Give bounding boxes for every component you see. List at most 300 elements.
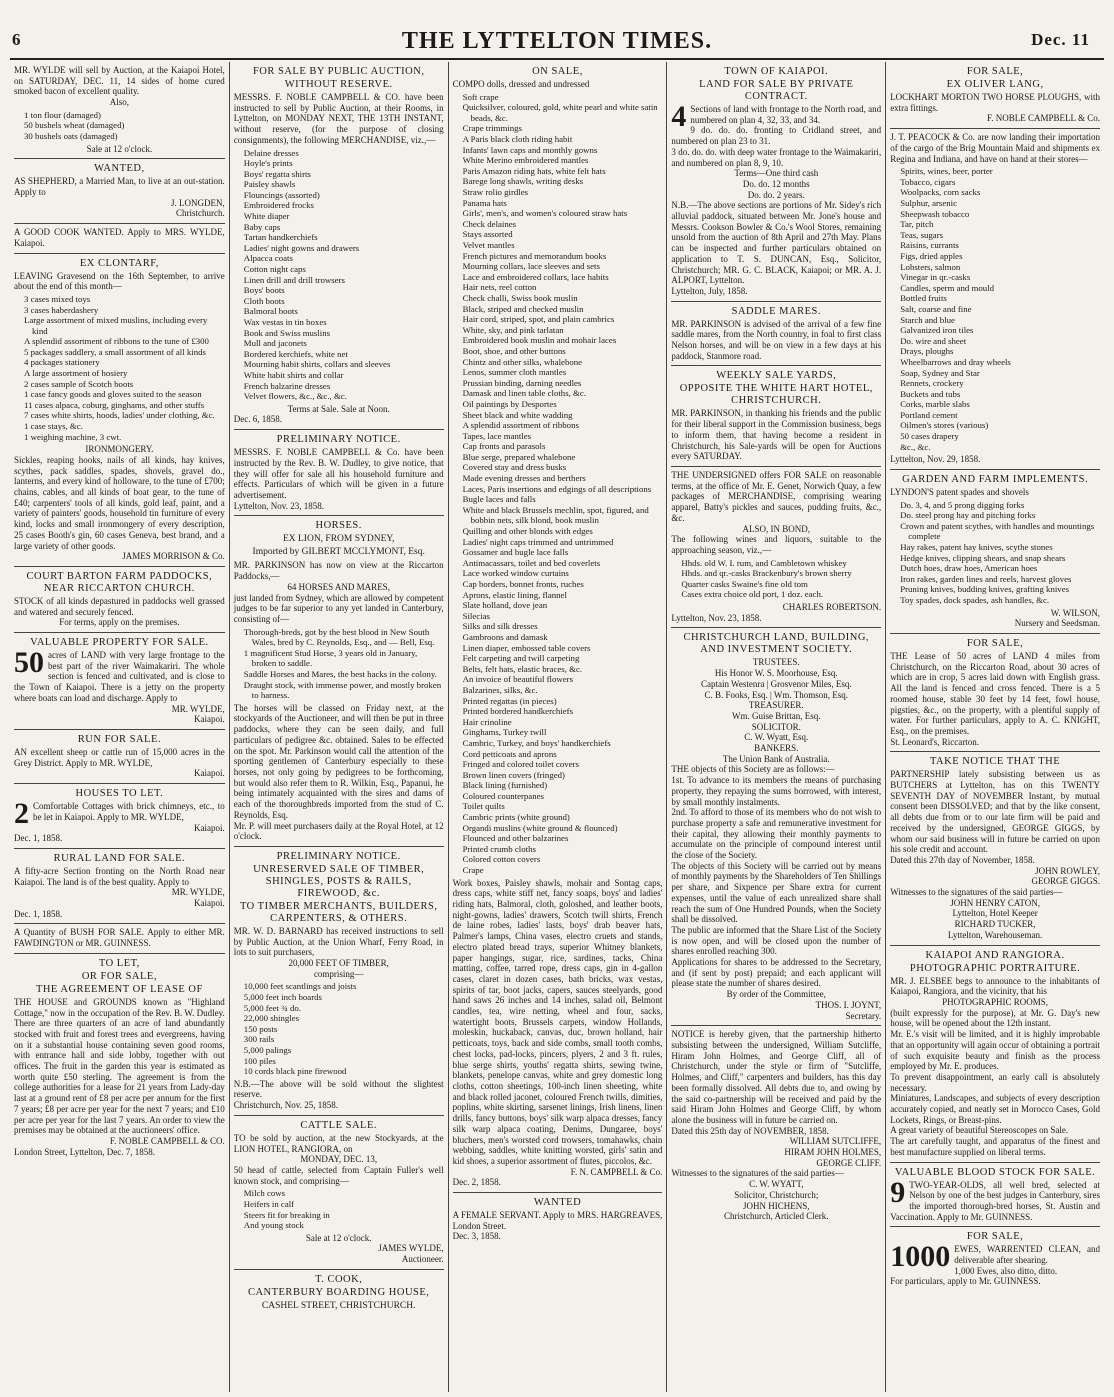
ad-heading: OR FOR SALE, xyxy=(81,970,157,982)
masthead-rule xyxy=(10,58,1104,60)
list-item: An invoice of beautiful flowers xyxy=(462,674,574,685)
ad-date: Dec. 1, 1858. xyxy=(14,908,63,919)
item-list xyxy=(453,92,663,876)
ad-heading: ON SALE, xyxy=(532,66,583,77)
list-item: 100 piles xyxy=(243,1055,276,1066)
list-item: Soft crape xyxy=(462,91,499,102)
list-item: 5,000 feet ¾ do. xyxy=(243,1002,301,1013)
list-item: Milch cows xyxy=(243,1188,286,1199)
ad-text: To prevent disappointment, an early call is absolutely necessary. xyxy=(890,1071,1100,1093)
list-item: Bugle laces and falls xyxy=(462,494,536,505)
list-item: 11 cases alpaca, coburg, ginghams, and other stuffs xyxy=(24,399,205,410)
ad-text: Mr. E.'s visit will be limited, and it is highly improbable that an opportunity will again occur of obtaining a portrait of such exquisite beauty and finish as the process employed by Mr. E. produces. xyxy=(890,1029,1100,1072)
list-item: Rennets, crockery xyxy=(900,378,964,389)
ad-heading: VALUABLE BLOOD STOCK FOR SALE. xyxy=(894,1166,1096,1178)
list-item: Embroidered book muslin and mohair laces xyxy=(462,335,617,346)
ad-date: Lyttelton, Nov. 23, 1858. xyxy=(671,612,762,623)
list-item: Steers fit for breaking in xyxy=(243,1209,330,1220)
list-item: White and black Brussels mechlin, spot, figured, and bobbin nets, silk blond, book muslin xyxy=(462,504,649,526)
ad-signature: WILLIAM SUTCLIFFE, xyxy=(789,1136,882,1147)
ad-text: THE UNDERSIGNED offers FOR SALE on reasonable terms, at the office of Mr. E. Genet, Norwich Quay, a few packages of MERCHANDISE, comprising wearing apparel, Batty's pickles and sauces, pudding fruits, &c., &c. xyxy=(671,469,882,523)
list-item: Covered stay and dress busks xyxy=(462,462,567,473)
list-item: Spirits, wines, beer, porter xyxy=(900,166,993,177)
ad-lease-for-sale xyxy=(890,634,1100,752)
ad-signature: W. WILSON, xyxy=(1050,607,1100,618)
list-item: Wax vestas in tin boxes xyxy=(243,317,327,328)
list-item: Candles, sperm and mould xyxy=(900,282,995,293)
list-item: 3 cases haberdashery xyxy=(24,304,99,315)
list-item: Quarter casks Swaine's fine old tom xyxy=(681,578,808,589)
list-item: 5,000 palings xyxy=(243,1044,292,1055)
list-item: 150 posts xyxy=(243,1023,278,1034)
ad-blood-stock xyxy=(890,1163,1100,1228)
ad-heading: WANTED, xyxy=(94,163,145,175)
list-item: 5,000 feet inch boards xyxy=(243,992,322,1003)
ad-rural-land xyxy=(14,849,225,925)
ad-houses-to-let xyxy=(14,784,225,849)
list-item: Blue serge, prepared whalebone xyxy=(462,451,576,462)
ad-date: Dec. 6, 1858. xyxy=(233,414,283,425)
ad-text: MR. J. ELSBEE begs to announce to the inhabitants of Kaiapoi, Rangiora, and the vicinity, that his xyxy=(890,975,1100,997)
ad-text: A Quantity of BUSH FOR SALE. Apply to either MR. FAWDINGTON or MR. GUINNESS. xyxy=(14,927,225,949)
ad-heading: RURAL LAND FOR SALE. xyxy=(53,852,186,864)
ad-text: EWES, WARRENTED CLEAN, and deliverable after shearing. xyxy=(954,1244,1100,1266)
item-list xyxy=(890,166,1100,452)
list-item: Alpacca coats xyxy=(243,253,293,264)
list-item: Hhds. old W. I. rum, and Cambletown whiskey xyxy=(681,557,847,568)
ad-note: N.B.—The above will be sold without the slightest reserve. xyxy=(233,1078,444,1100)
ad-text: LOCKHART MORTON TWO HORSE PLOUGHS, with extra fittings. xyxy=(890,92,1100,113)
list-item: Balmoral boots xyxy=(243,306,298,317)
ad-date: Christchurch, Nov. 25, 1858. xyxy=(233,1100,338,1111)
list-item: Balzarines, silks, &c. xyxy=(462,684,538,695)
list-item: French pictures and memorandum books xyxy=(462,250,607,261)
ad-text: MR. W. D. BARNARD has received instructions to sell by Public Auction, at the Union Wharf, Ferry Road, in lots to suit purchasers, xyxy=(233,925,444,958)
list-item: Tapes, lace mantles xyxy=(462,430,532,441)
ad-text: STOCK of all kinds depastured in paddocks well grassed and watered and securely fenced. xyxy=(14,595,225,617)
list-item: Hair nets, reel cotton xyxy=(462,282,537,293)
list-item: And young stock xyxy=(243,1220,304,1231)
ad-treasurer: Wm. Guise Brittan, Esq. xyxy=(732,710,821,721)
list-item: Printed bordered handkerchiefs xyxy=(462,706,574,717)
ad-text: Sections of land with frontage to the North road, and numbered on plan 4, 32, 33, and 34. xyxy=(690,104,882,125)
ad-signature: F. NOBLE CAMPBELL & Co. xyxy=(987,113,1100,124)
ad-text: THE objects of this Society are as follows:— xyxy=(671,764,835,775)
ad-trustee: C. B. Fooks, Esq. | Wm. Thomson, Esq. xyxy=(704,689,849,700)
ad-by-order: By order of the Committee, xyxy=(726,989,826,1000)
list-item: Gambroons and damask xyxy=(462,631,548,642)
ad-heading: T. COOK, xyxy=(315,1273,363,1285)
list-item: Vinegar in qr.-casks xyxy=(900,272,971,283)
ad-ewes xyxy=(890,1227,1100,1291)
ad-heading: PRELIMINARY NOTICE. xyxy=(276,434,401,446)
ad-heading: LAND FOR SALE BY PRIVATE CONTRACT. xyxy=(699,79,854,102)
ad-signature: Christchurch. xyxy=(176,208,225,219)
ad-garden-implements xyxy=(890,470,1100,634)
list-item: Cambric, Turkey, and boys' handkerchiefs xyxy=(462,737,611,748)
ad-heading: TO TIMBER MERCHANTS, BUILDERS, CARPENTERS, & OTHERS. xyxy=(239,900,438,924)
list-item: Crown and patent scythes, with handles and mountings complete xyxy=(900,520,1095,542)
ad-text: TWO-YEAR-OLDS, all well bred, selected at Nelson by one of the best judges in Canterbury, sires the imported thorough-bred horses, St. Austin and Vaccination. Apply to Mr. GUINNESS. xyxy=(890,1179,1100,1222)
list-item: Toy spades, dock spades, ash handles, &c. xyxy=(900,595,1050,605)
ad-date: Dated this 27th day of November, 1858. xyxy=(890,854,1035,865)
ad-text: A GOOD COOK WANTED. Apply to MRS. WYLDE, Kaiapoi. xyxy=(14,227,225,248)
ad-subheading: PHOTOGRAPHIC ROOMS, xyxy=(942,996,1049,1007)
ad-heading: PRELIMINARY NOTICE. xyxy=(276,850,401,862)
list-item: Cloth boots xyxy=(243,295,285,306)
ad-text: 1,000 Ewes, also ditto, ditto. xyxy=(954,1265,1058,1276)
list-item: Felt carpeting and twill carpeting xyxy=(462,653,580,664)
ad-text: MR. PARKINSON, in thanking his friends and the public for their liberal support in the Commission business, begs to inform them, that having become a resident in Christchurch, his Sale-yards will be open for Auctions every SATURDAY. xyxy=(671,408,882,462)
ad-text: A great variety of beautiful Stereoscopes on Sale. xyxy=(890,1125,1069,1136)
ad-heading: GARDEN AND FARM IMPLEMENTS. xyxy=(902,473,1089,485)
list-item: Pruning knives, budding knives, grafting knives xyxy=(900,584,1070,595)
ad-text: MESSRS. F. NOBLE CAMPBELL & Co. have been instructed by the Rev. B. W. Dudley, to give notice, that they will offer for sale all his household furniture and effects. Particulars of which will be given in a future advertisement. xyxy=(233,447,444,500)
ad-text: The objects of this Society will be carried out by means of monthly payments by the Shareholders of Ten Shillings per share, and Sixpence per Share extra for current expenses, until the value of each unrealized share shall reach the sum of One Hundred Pounds, when the Society shall be dissolved. xyxy=(671,860,882,925)
list-item: Mull and jaconets xyxy=(243,338,307,349)
ad-subheading: BANKERS. xyxy=(754,743,799,754)
list-item: Quicksilver, coloured, gold, white pearl and white satin beads, &c. xyxy=(462,102,658,123)
list-item: 1 case stays, &c. xyxy=(24,421,83,432)
ad-date: Dated this 25th day of NOVEMBER, 1858. xyxy=(671,1125,829,1136)
ad-town-kaiapoi xyxy=(671,62,881,302)
ad-text: Comfortable Cottages with brick chimneys, etc., to be let in Kaiapoi. Apply to MR. WYLDE, xyxy=(33,801,225,822)
list-item: 1 magnificent Stud Horse, 3 years old in January, broken to saddle. xyxy=(243,647,418,669)
ad-quantity: 20,000 FEET OF TIMBER, xyxy=(288,958,389,969)
ad-signature: F. N. CAMPBELL & Co. xyxy=(570,1166,663,1177)
ad-text: LYNDON'S patent spades and shovels xyxy=(890,486,1029,497)
ad-signature: Kaiapoi. xyxy=(194,714,225,725)
list-item: Dutch hoes, draw hoes, American hoes xyxy=(900,563,1038,574)
ad-date: Dec. 3, 1858. xyxy=(452,1231,501,1242)
list-item: Quilling and other blonds with edges xyxy=(462,526,593,537)
item-list xyxy=(234,1188,444,1230)
list-item: 7 cases white shirts, hoods, ladies' under clothing, &c. xyxy=(24,410,215,421)
ad-wanted-servant xyxy=(453,1193,663,1246)
item-list xyxy=(234,148,444,402)
list-item: Woolpacks, corn sacks xyxy=(900,187,981,198)
ad-sale-time: Sale at 12 o'clock. xyxy=(305,1232,372,1243)
list-item: Cord petticoats and aprons xyxy=(462,748,557,759)
ad-text: NOTICE is hereby given, that the partnership hitherto subsisting between the undersigned, William Sutcliffe, Hiram John Holmes, and George Cliff, all of Christchurch, under the style or firm of "Sutcliffe, Holmes, and Cliff," carpenters and builders, has this day been formally dissolved. All debts due to, and owing by the said co-partnership will be received and paid by the said Hiram John Holmes and George Cliff, by whom alone the business will in future be carried on. xyxy=(671,1029,882,1125)
ad-terms: Terms—One third cash xyxy=(734,168,819,179)
ad-ex-clontarf xyxy=(14,254,225,567)
list-item: Paisley shawls xyxy=(243,179,296,190)
list-item: Straw rolio girdles xyxy=(462,187,529,198)
ad-subheading: TREASURER. xyxy=(748,700,804,711)
ad-text: The horses will be classed on Friday next, at the stockyards of the Auctioneer, and will then be put in three paddocks, where they can be seen daily, and full particulars of pedigree &c. obtained. Sales to be effected on the spot. Mr. Parkinson would call the attention of the sporting gentlemen of Canterbury especially to these horses, not only going by pedigrees to be forthcoming, but would also refer them to R. Wilkin, Esq., Papanui, he being intimately acquainted with the sires and dams of each of the thoroughbreds imported from the stud of C. Reynolds, Esq. xyxy=(233,702,444,820)
ad-signature: Nursery and Seedsman. xyxy=(1014,618,1100,629)
list-item: Check challi, Swiss book muslin xyxy=(462,292,578,303)
list-item: Linen diaper, embossed table covers xyxy=(462,642,591,653)
ad-signature: J. LONGDEN, xyxy=(171,197,225,208)
ad-signature: HIRAM JOHN HOLMES, xyxy=(784,1147,882,1158)
list-item: Oil paintings by Desportes xyxy=(462,398,557,409)
list-item: Chintz and other silks, whalebone xyxy=(462,356,583,367)
list-item: Flounced and other balzarines xyxy=(462,833,569,844)
ad-valuable-property xyxy=(14,633,225,730)
ad-signature: Auctioneer. xyxy=(401,1254,444,1265)
ad-signature: Kaiapoi. xyxy=(194,898,225,909)
list-item: Wheelbarrows and dray wheels xyxy=(900,356,1011,367)
ad-subheading: EX LION, FROM SYDNEY, xyxy=(282,534,395,545)
list-item: Figs, dried apples xyxy=(900,250,963,261)
ad-text: 50 head of cattle, selected from Captain Fuller's well known stock, and comprising— xyxy=(233,1164,444,1186)
ad-comprising: comprising— xyxy=(313,968,364,979)
list-item: Boys' regatta shirts xyxy=(243,168,311,179)
ad-heading: WEEKLY SALE YARDS, xyxy=(716,370,837,382)
newspaper-title: THE LYTTELTON TIMES. xyxy=(401,28,713,54)
list-item: Crape trimmings xyxy=(462,123,522,134)
ad-text: MESSRS. F. NOBLE CAMPBELL & CO. have been instructed to sell by Public Auction, at their Rooms, in Lyttelton, on MONDAY NEXT, THE 13TH INSTANT, without reserve, (for the purpose of closing consignments), the following MERCHANDISE, viz.,— xyxy=(233,92,444,145)
list-item: 300 rails xyxy=(243,1034,275,1045)
list-item: Toilet quilts xyxy=(462,801,505,812)
list-item: Panama hats xyxy=(462,197,507,208)
ad-bush xyxy=(14,924,225,953)
item-list xyxy=(234,627,444,701)
ad-text: 9 do. do. do. fronting to Cridland street, and numbered on plan 23 to 31. xyxy=(671,125,882,147)
list-item: Teas, sugars xyxy=(900,229,944,240)
ad-cook-boarding xyxy=(234,1270,444,1318)
list-item: Paris Amazon riding hats, white felt hats xyxy=(462,165,606,176)
list-item: Laces, Paris insertions and edgings of all descriptions xyxy=(462,483,652,494)
ad-subheading: TRUSTEES. xyxy=(752,657,800,668)
ad-to-let-highland xyxy=(14,954,225,1162)
list-item: Lace and embroidered collars, lace habits xyxy=(462,271,609,282)
list-item: Printed crumb cloths xyxy=(462,843,536,854)
ad-day: MONDAY, DEC. 13, xyxy=(300,1154,378,1165)
list-item: Buckets and tubs xyxy=(900,388,961,399)
list-item: A large assortment of hosiery xyxy=(24,368,128,379)
list-item: Book and Swiss muslins xyxy=(243,327,331,338)
ad-terms: Do. do. 2 years. xyxy=(747,189,805,200)
ad-text: AN excellent sheep or cattle run of 15,000 acres in the Grey District. Apply to MR. WYLDE, xyxy=(14,747,225,768)
list-item: Infants' lawn caps and monthly gowns xyxy=(462,144,598,155)
ad-witness-name: C. W. WYATT, xyxy=(749,1179,804,1190)
ad-count: 64 HORSES AND MARES, xyxy=(287,581,390,592)
ad-solicitor: C. W. Wyatt, Esq. xyxy=(744,732,809,743)
list-item: Boot, shoe, and other buttons xyxy=(462,345,566,356)
list-item: Girls', men's, and women's coloured straw hats xyxy=(462,208,628,219)
item-list xyxy=(14,294,225,442)
ad-trustee: His Honor W. S. Moorhouse, Esq. xyxy=(714,668,838,679)
ad-date: Lyttelton, Nov. 29, 1858. xyxy=(890,454,981,465)
ad-place: St. Leonard's, Riccarton. xyxy=(890,736,980,747)
ad-public-auction xyxy=(234,62,444,430)
list-item: Prussian binding, darning needles xyxy=(462,377,582,388)
ad-text: Sickles, reaping hooks, nails of all kinds, hay knives, scythes, pack saddles, spades, shovels, gravel do., lanterns, and every kind of holloware, to the tune of £700; chains, cables, and all kinds of boat gear, to the tune of £40; carpenters' tools of all kinds, gold leaf, paint, and a variety of painters' goods, household tin furniture of every kind, locks and small ironmongery of every description, 25 cases Booth's gin, 60 cases Geneva, best brand, and a large variety of other goods. xyxy=(14,454,225,551)
ad-heading: CATTLE SALE. xyxy=(300,1119,377,1131)
ad-witness-name: JOHN HICHENS, xyxy=(743,1200,810,1211)
list-item: Drays, ploughs xyxy=(900,346,954,357)
list-item: Large assortment of mixed muslins, including every kind xyxy=(24,315,208,336)
list-item: Ladies' night caps trimmed and untrimmed xyxy=(462,536,614,547)
ad-text: COMPO dolls, dressed and undressed xyxy=(452,79,590,89)
list-item: 3 cases mixed toys xyxy=(24,293,91,304)
ad-heading: KAIAPOI AND RANGIORA. xyxy=(925,949,1065,961)
list-item: Velvet flowers, &c., &c., &c. xyxy=(243,391,347,402)
list-item: Belts, felt hats, elastic braces, &c. xyxy=(462,663,583,674)
list-item: 1 ton flour (damaged) xyxy=(24,109,101,120)
ad-text: J. T. PEACOCK & Co. are now landing their importation of the cargo of the Brig Mountain Maid and shipments ex Regina and Indiana, and have on hand at their stores— xyxy=(890,132,1100,164)
ad-signature: JAMES WYLDE, xyxy=(378,1243,444,1254)
ad-text: A fifty-acre Section fronting on the North Road near Kaiapoi. The land is of the best quality. Apply to xyxy=(14,865,225,887)
list-item: Silks and silk dresses xyxy=(462,621,538,632)
list-item: Hair crinoline xyxy=(462,716,512,727)
list-item: Lace worked window curtains xyxy=(462,568,569,579)
list-item: Do. wire and sheet xyxy=(900,335,967,346)
list-item: French balzarine dresses xyxy=(243,380,331,391)
ad-text: MR. PARKINSON is advised of the arrival of a few fine saddle mares, from the North country, in foal to first class Nelson horses, and will be on view in a few days at his paddock, Stanmore road. xyxy=(671,318,882,361)
list-item: 10,000 feet scantlings and joists xyxy=(243,981,357,992)
list-item: White habit shirts and collar xyxy=(243,369,344,380)
list-item: Organdi muslins (white ground & flounced) xyxy=(462,822,618,833)
ad-also: Also, xyxy=(109,97,130,108)
ad-text: LEAVING Gravesend on the 16th September, to arrive about the end of this month— xyxy=(14,270,225,292)
ad-witness-name: Solicitor, Christchurch; xyxy=(734,1189,819,1200)
ad-text: 3 do. do. do. with deep water frontage to the Waimakariri, and numbered on plan 8, 9, 10. xyxy=(671,146,882,168)
ad-sale-time: Sale at 12 o'clock. xyxy=(86,143,153,154)
ad-terms: For terms, apply on the premises. xyxy=(59,617,180,628)
list-item: 50 bushels wheat (damaged) xyxy=(24,120,125,131)
list-item: Do. steel prong hay and pitching forks xyxy=(900,510,1036,521)
list-item: Colored cotton covers xyxy=(462,854,541,865)
list-item: Hay rakes, patent hay knives, scythe stones xyxy=(900,542,1053,553)
ad-photographic xyxy=(890,946,1100,1163)
ad-big-number: 9 xyxy=(890,1175,906,1209)
list-item: Cap borders, bonnet fronts, ruches xyxy=(462,579,584,590)
list-item: Cases extra choice old port, 1 doz. each. xyxy=(681,589,824,600)
ad-heading: VALUABLE PROPERTY FOR SALE. xyxy=(30,637,209,649)
list-item: Cap fronts and parasols xyxy=(462,441,546,452)
list-item: 22,000 shingles xyxy=(243,1013,300,1024)
list-item: Sheet black and white wadding xyxy=(462,409,573,420)
list-item: Aprons, elastic lining, flannel xyxy=(462,589,567,600)
ad-heading: WANTED xyxy=(533,1197,582,1209)
ad-heading: FOR SALE, xyxy=(966,66,1024,77)
ad-on-sale-drapery xyxy=(453,62,663,1193)
list-item: Baby caps xyxy=(243,221,281,232)
ad-heading: COURT BARTON FARM PADDOCKS, NEAR RICCARTON CHURCH. xyxy=(26,570,213,594)
list-item: Saddle Horses and Mares, the best hacks in the colony. xyxy=(243,668,437,679)
ad-heading: PHOTOGRAPHIC PORTRAITURE. xyxy=(909,962,1081,974)
list-item: Velvet mantles xyxy=(462,240,515,251)
columns xyxy=(10,62,1104,1392)
ad-text: 2nd. To afford to those of its members who do not wish to purchase property a safe and remunerative investment for their capital, they allowing their monthly payments to accumulate on the principle of compound interest until the close of the Society. xyxy=(671,807,882,861)
list-item: Damask and linen table cloths, &c. xyxy=(462,388,586,399)
list-item: Delaine dresses xyxy=(243,147,299,158)
list-item: Crape xyxy=(462,865,484,876)
ad-heading: TAKE NOTICE THAT THE xyxy=(929,756,1061,768)
masthead xyxy=(0,0,1114,60)
ad-signature: MR. WYLDE, xyxy=(171,887,225,898)
list-item: 1 case fancy goods and gloves suited to the season xyxy=(24,389,202,400)
list-item: Lenos, summer cloth mantles xyxy=(462,367,567,378)
list-item: Boys' boots xyxy=(243,285,285,296)
list-item: 5 packages saddlery, a small assortment of all kinds xyxy=(24,346,206,357)
ad-heading: FOR SALE, xyxy=(966,1231,1024,1243)
ad-heading: EX OLIVER LANG, xyxy=(946,79,1044,90)
column-5 xyxy=(885,62,1104,1392)
ad-big-number: 2 xyxy=(14,797,29,831)
ad-court-barton xyxy=(14,567,225,633)
list-item: Iron rakes, garden lines and reels, harvest gloves xyxy=(900,573,1072,584)
list-item: Bottled fruits xyxy=(900,293,947,304)
ad-text: MR. PARKINSON has now on view at the Riccarton Paddocks,— xyxy=(233,560,444,582)
ad-text: 1st. To advance to its members the means of purchasing property, they repaying the sums borrowed, with interest, by small monthly instalments. xyxy=(671,775,882,807)
list-item: Fringed and colored toilet covers xyxy=(462,759,579,770)
list-item: A splendid assortment of ribbons to the tune of £300 xyxy=(24,336,209,347)
ad-cattle-sale xyxy=(234,1116,444,1270)
ad-text: acres of LAND with very large frontage to the best part of the river Waimakariri. The whole section is fenced and cultivated, and is close to the Town of Kaiapoi. There is a jetty on the property where boats can load and discharge. Apply to xyxy=(14,650,225,703)
list-item: Cambric prints (white ground) xyxy=(462,812,570,823)
list-item: Linen drill and drill trowsers xyxy=(243,274,345,285)
ad-signature: Kaiapoi. xyxy=(194,768,225,779)
list-item: Silecias xyxy=(462,610,490,621)
ad-text: Work boxes, Paisley shawls, mohair and Sontag caps, dress caps, white stiff net, fancy soaps, boys' and ladies' riding hats, Balmoral, cloth, goloshed, and leather boots, night-gowns, ladies' drawers, Scotch twill shirts, French de laine robes, ladies' lasts, boys' drab beaver hats, Palmer's lamps, China vases, electro cruets and stands, electro plated bread trays, superior Whitney blankets, paper hangings, sugar, rice, sardines, tacks, China matting, coffee, tarred rope, dress caps, gin in 4-gallon cases, claret in dozen cases, bath bricks, wax vestas, spirits of tar, boot jacks, capers, sauces steelyards, good hand saws 26 inches and 14 inches, salad oil, Belmont candles, tea, wire netting, wheel and four, sacks, watertight boots, Brussels carpets, window Hollands, moleskin, huckaback, canvas, duc, brown holland, hair petticoats, toys, back and side combs, small tooth combs, chest locks, pad-locks, pincers, plyers, 2 and 3 ft. rules, blue serge shirts, youths' regatta shirts, sewing twine, blankets, penelope canvas, white and grey domestic long cloths, cotton sheetings, 100-inch linen sheeting, white and black rolled jaconet, coloured French twills, dimities, poplins, white skirting, sarsenet linings, Irish linens, linen drills, fancy buttons, boys' silk warp alpaca dresses, fancy silk warp alpaca coating, Denims, Dungaree, boys' bluchers, men's worsted cord trowsers, tomahawks, chain webbing, saddles, white knitting worsted, girls' satin and kid shoes, a superior assortment of flutes, piccolos, &c. xyxy=(452,877,663,1166)
list-item: Raisins, currants xyxy=(900,240,959,251)
column-4 xyxy=(666,62,885,1392)
ad-heading: SADDLE MARES. xyxy=(731,305,821,317)
ad-big-number: 50 xyxy=(14,646,44,680)
ad-wanted-shepherd xyxy=(14,159,225,224)
list-item: 10 cords black pine firewood xyxy=(243,1066,347,1077)
ad-heading: RUN FOR SALE. xyxy=(77,734,162,745)
ad-signature: THOS. I. JOYNT, xyxy=(815,999,882,1010)
ad-trustee: Captain Westenra | Grosvenor Miles, Esq. xyxy=(700,678,852,689)
list-item: 50 cases drapery xyxy=(900,431,959,442)
ad-date: Dec. 2, 1858. xyxy=(452,1177,501,1188)
ad-partnership-notice xyxy=(671,1026,881,1226)
ad-date: Lyttelton, Nov. 23, 1858. xyxy=(233,500,324,511)
ad-big-number: 1000 xyxy=(890,1240,951,1274)
item-list xyxy=(14,110,225,142)
item-list xyxy=(671,558,881,600)
ad-text: The following wines and liquors, suitable to the approaching season, viz.,— xyxy=(671,534,882,555)
ad-heading: CANTERBURY BOARDING HOUSE, xyxy=(247,1286,430,1298)
ad-signature: JAMES MORRISON & Co. xyxy=(122,551,225,562)
ad-subheading: CASHEL STREET, CHRISTCHURCH. xyxy=(261,1300,416,1311)
ad-signature: CHARLES ROBERTSON. xyxy=(782,601,882,612)
list-item: Brown linen covers (fringed) xyxy=(462,769,565,780)
ad-undersigned-merchandise xyxy=(671,467,881,628)
list-item: A Paris black cloth riding habit xyxy=(462,134,573,145)
list-item: Tar, pitch xyxy=(900,219,934,230)
list-item: Cotton night caps xyxy=(243,264,306,275)
list-item: &c., &c. xyxy=(900,441,931,452)
list-item: Thorough-breds, got by the best blood in New South Wales, bred by C. Reynolds, Esq., and — Bell, Esq. xyxy=(243,626,435,648)
ad-text: The art carefully taught, and apparatus of the finest and best manufacture supplied on liberal terms. xyxy=(890,1136,1100,1157)
ad-witness: Witnesses to the signatures of the said parties— xyxy=(890,887,1063,898)
ad-heading: TOWN OF KAIAPOI. xyxy=(724,66,829,77)
list-item: Check delaines xyxy=(462,218,517,229)
list-item: Hoyle's prints xyxy=(243,158,293,169)
ad-witness: Witnesses to the signatures of the said parties— xyxy=(671,1168,844,1179)
page-number: 6 xyxy=(12,30,21,49)
ad-terms: Terms at Sale. Sale at Noon. xyxy=(287,403,390,414)
ad-run-for-sale xyxy=(14,730,225,784)
ad-text: Miniatures, Landscapes, and subjects of every description accurately copied, and neatly set in Morocco Cases, Gold Lockets, Rings, or Breast-pins. xyxy=(890,1093,1100,1125)
ad-subheading: IRONMONGERY. xyxy=(85,444,154,455)
ad-heading: CHRISTCHURCH LAND, BUILDING, AND INVESTMENT SOCIETY. xyxy=(683,632,870,656)
ad-witness-name: JOHN HENRY CATON, xyxy=(950,897,1040,908)
ad-bankers: The Union Bank of Australia. xyxy=(722,753,830,764)
list-item: White, sky, and pink tarlatan xyxy=(462,324,564,335)
list-item: Flouncings (assorted) xyxy=(243,189,320,200)
list-item: Sheepwash tobacco xyxy=(900,208,970,219)
list-item: Sulphur, arsenic xyxy=(900,198,958,208)
list-item: Hair cord, striped, spot, and plain cambrics xyxy=(462,314,615,325)
